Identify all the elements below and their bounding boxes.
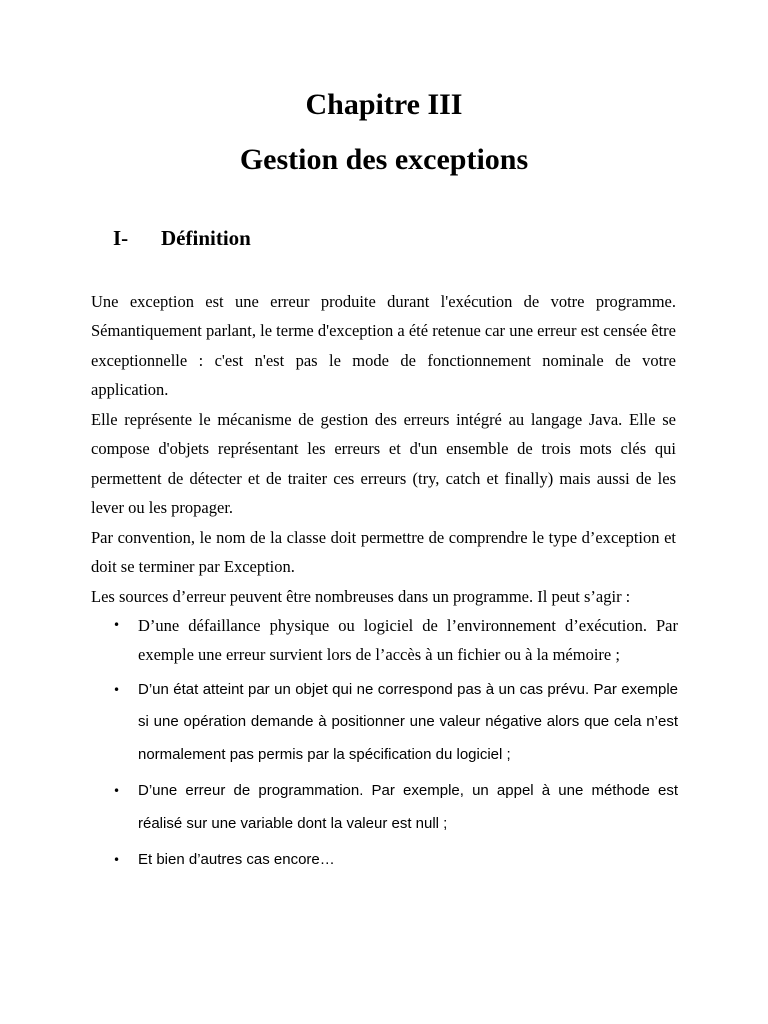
bullet-list	[113, 611, 678, 877]
list-item-text: D’une erreur de programmation. Par exemple, un appel à une méthode est réalisé sur une variable dont la valeur est null ;	[138, 782, 678, 832]
paragraph: Par convention, le nom de la classe doit permettre de comprendre le type d’exception et doit se terminer par Exception.	[91, 528, 676, 577]
chapter-heading: Chapitre III	[305, 88, 463, 121]
bullet-icon: •	[113, 853, 121, 868]
bullet-icon: •	[113, 682, 121, 697]
list-item	[113, 844, 678, 877]
list-item	[113, 674, 678, 772]
list-item-text: D’un état atteint par un objet qui ne correspond pas à un cas prévu. Par exemple si une opération demande à positionner une valeur négative alors que cela n’est normalement pas permis par la spécification du logiciel ;	[138, 680, 678, 763]
list-item	[113, 611, 678, 670]
list-item	[113, 775, 678, 840]
paragraph: Elle représente le mécanisme de gestion des erreurs intégré au langage Java. Elle se compose d'objets représentant les erreurs et d'un ensemble de trois mots clés qui permettent de détecter et de traiter ces erreurs (try, catch et finally) mais aussi de les lever ou les propager.	[91, 410, 676, 518]
chapter-title: Gestion des exceptions	[239, 143, 529, 176]
paragraph: Une exception est une erreur produite durant l'exécution de votre programme. Sémantiquement parlant, le terme d'exception a été retenue car une erreur est censée être exceptionnelle : c'est n'est pas le mode de fonctionnement nominale de votre application.	[91, 292, 676, 400]
list-item-text: Et bien d’autres cas encore…	[138, 851, 335, 869]
bullet-icon: •	[113, 618, 121, 632]
section-title: Définition	[161, 226, 251, 250]
section-number: I-	[113, 226, 129, 250]
paragraph: Les sources d’erreur peuvent être nombreuses dans un programme. Il peut s’agir :	[91, 587, 631, 606]
list-item-text: D’une défaillance physique ou logiciel de l’environnement d’exécution. Par exemple une erreur survient lors de l’accès à un fichier ou à la mémoire ;	[138, 616, 678, 665]
bullet-icon: •	[113, 784, 121, 799]
